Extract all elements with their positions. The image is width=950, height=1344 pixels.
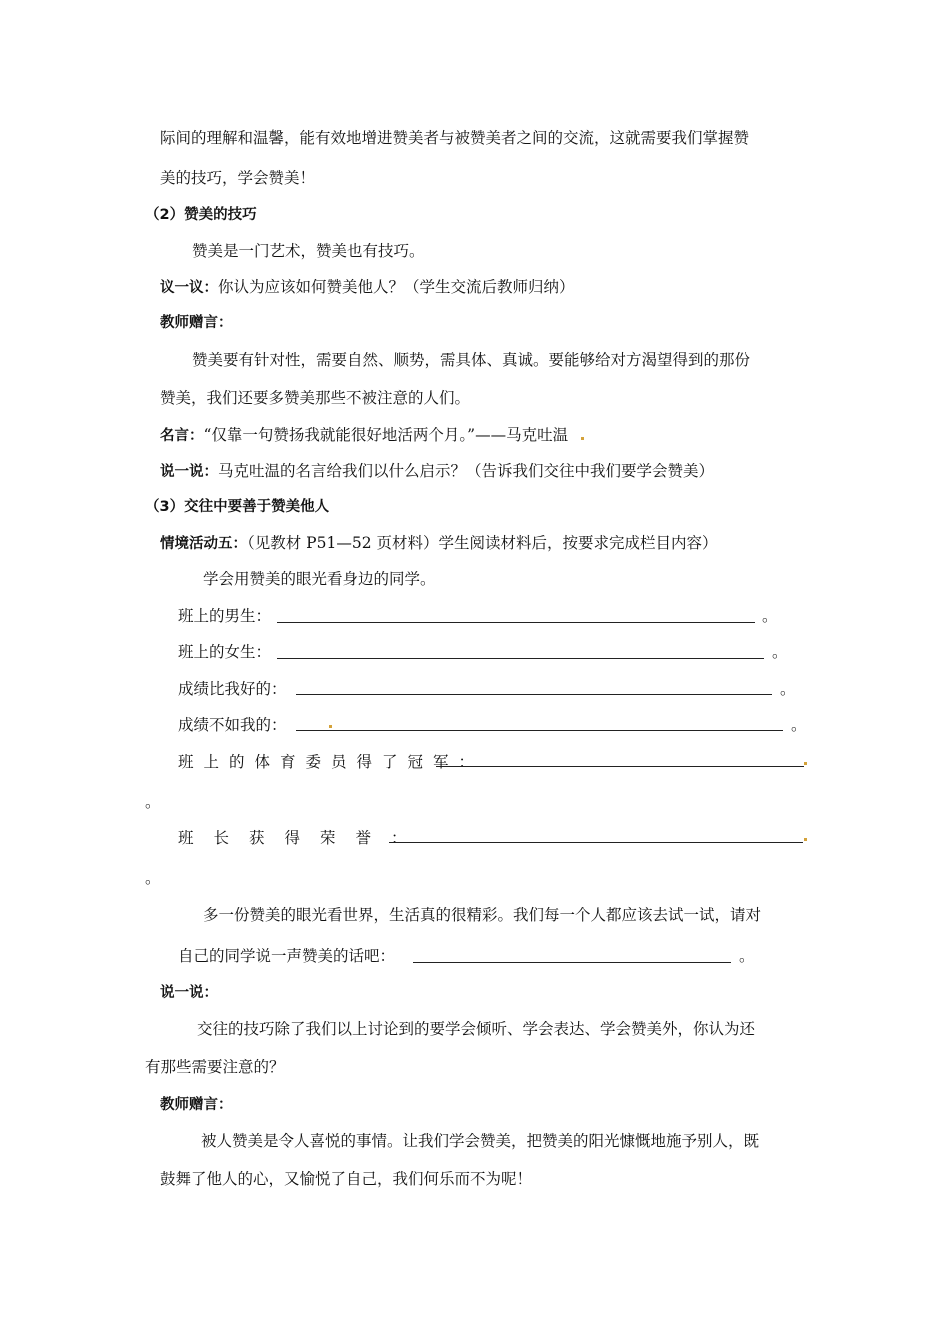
- period: 。: [772, 643, 788, 661]
- paragraph-line: 际间的理解和温馨，能有效地增进赞美者与被赞美者之间的交流，这就需要我们掌握赞: [160, 129, 750, 147]
- section-heading-3: （3）交往中要善于赞美他人: [145, 499, 330, 515]
- period: 。: [780, 680, 796, 698]
- fill-label: 班上的女生：: [178, 643, 272, 661]
- period: 。: [739, 947, 755, 965]
- discuss-label: 议一议：: [160, 280, 218, 296]
- activity-line: [160, 533, 717, 554]
- say-label: 说一说：: [160, 464, 218, 480]
- fill-label: 成绩不如我的：: [178, 716, 287, 734]
- say-line: [160, 461, 714, 482]
- fill-blank[interactable]: [436, 766, 804, 767]
- fill-blank[interactable]: [277, 658, 764, 659]
- paragraph-line: 赞美是一门艺术，赞美也有技巧。: [192, 242, 425, 260]
- teacher-label: 教师赠言：: [160, 1097, 233, 1113]
- fill-label: 班上的体育委员得了冠军：: [178, 753, 485, 771]
- paragraph-line: 多一份赞美的眼光看世界，生活真的很精彩。我们每一个人都应该去试一试，请对: [203, 906, 762, 924]
- activity-intro: 学会用赞美的眼光看身边的同学。: [203, 570, 436, 588]
- fill-label: 班长获得荣誉：: [178, 829, 427, 847]
- fill-label: 成绩比我好的：: [178, 680, 287, 698]
- paragraph-line: 鼓舞了他人的心，又愉悦了自己，我们何乐而不为呢！: [160, 1170, 533, 1188]
- paragraph-line: 交往的技巧除了我们以上讨论到的要学会倾听、学会表达、学会赞美外，你认为还: [197, 1020, 756, 1038]
- fill-blank[interactable]: [413, 962, 731, 963]
- fill-blank[interactable]: [296, 694, 772, 695]
- period: 。: [762, 607, 778, 625]
- say-label: 说一说：: [160, 985, 218, 1001]
- quote-text: “仅靠一句赞扬我就能很好地活两个月。”——马克吐温: [203, 426, 569, 444]
- paragraph-line: 有那些需要注意的？: [145, 1058, 285, 1076]
- quote-line: [160, 425, 568, 446]
- discuss-line: [160, 277, 575, 298]
- annotation-mark: [329, 725, 332, 728]
- fill-blank[interactable]: [296, 730, 783, 731]
- activity-label: 情境活动五：: [160, 536, 247, 552]
- fill-blank[interactable]: [277, 622, 755, 623]
- paragraph-line: 被人赞美是令人喜悦的事情。让我们学会赞美，把赞美的阳光慷慨地施予别人，既: [201, 1132, 760, 1150]
- paragraph-line: 赞美要有针对性，需要自然、顺势，需具体、真诚。要能够给对方渴望得到的那份: [192, 351, 751, 369]
- period: 。: [145, 869, 161, 887]
- section-heading-2: （2）赞美的技巧: [145, 207, 257, 223]
- paragraph-line: 自己的同学说一声赞美的话吧：: [178, 947, 396, 965]
- period: 。: [791, 716, 807, 734]
- discuss-text: 你认为应该如何赞美他人？（学生交流后教师归纳）: [218, 278, 575, 296]
- period: 。: [145, 793, 161, 811]
- annotation-mark: [581, 437, 584, 440]
- annotation-mark: [804, 838, 807, 841]
- teacher-label: 教师赠言：: [160, 315, 233, 331]
- say-text: 马克吐温的名言给我们以什么启示？（告诉我们交往中我们要学会赞美）: [218, 462, 715, 480]
- fill-blank[interactable]: [389, 842, 803, 843]
- activity-text: （见教材 P51—52 页材料）学生阅读材料后，按要求完成栏目内容）: [247, 534, 718, 552]
- fill-label: 班上的男生：: [178, 607, 272, 625]
- annotation-mark: [804, 762, 807, 765]
- paragraph-line: 美的技巧，学会赞美！: [160, 169, 316, 187]
- paragraph-line: 赞美，我们还要多赞美那些不被注意的人们。: [160, 389, 471, 407]
- quote-label: 名言：: [160, 428, 204, 444]
